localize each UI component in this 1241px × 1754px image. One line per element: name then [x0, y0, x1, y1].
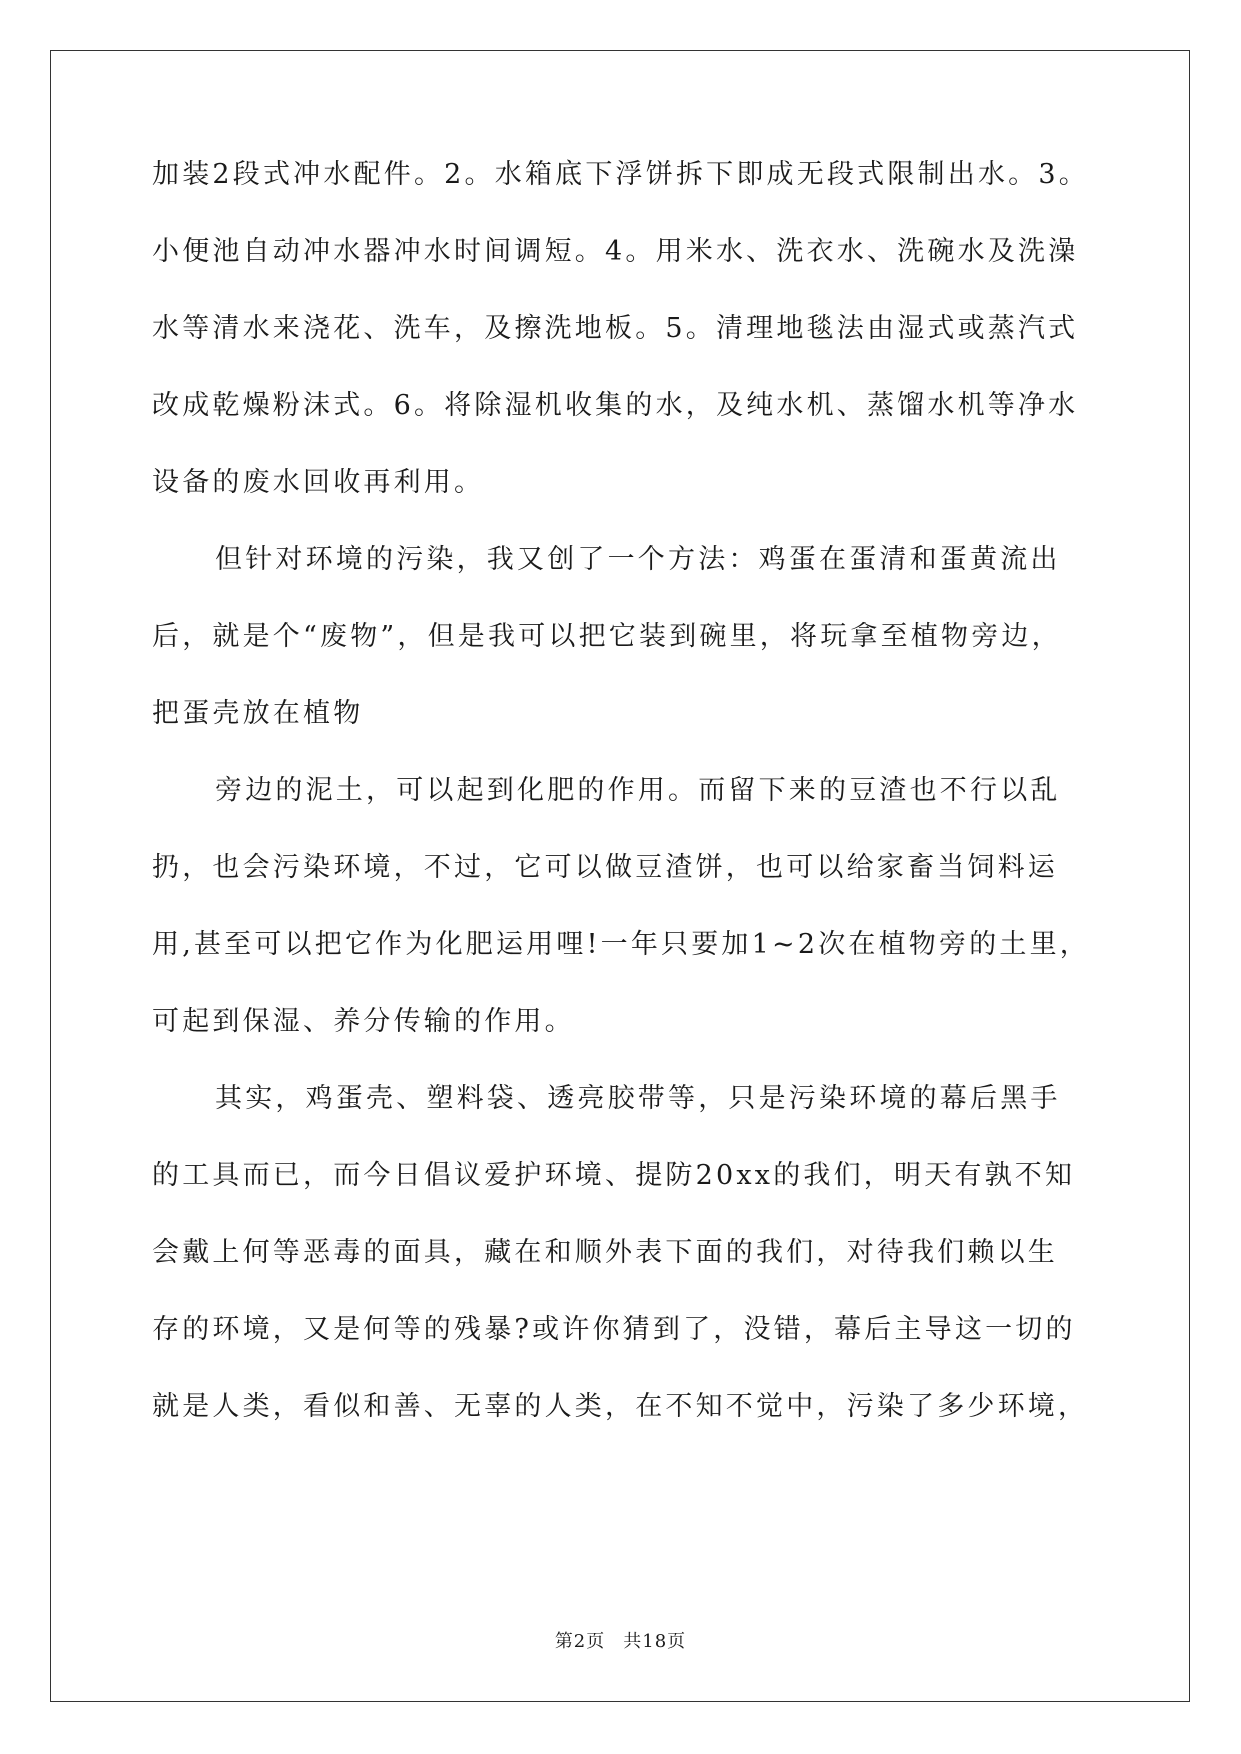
text-line: 的工具而已，而今日倡议爱护环境、提防20xx的我们，明天有孰不知: [152, 1160, 1076, 1191]
text-line: 后，就是个“废物”，但是我可以把它装到碗里，将玩拿至植物旁边，: [152, 621, 1062, 652]
paragraph-start-line: 但针对环境的污染，我又创了一个方法：鸡蛋在蛋清和蛋黄流出: [215, 544, 1061, 575]
text-line: 扔，也会污染环境，不过，它可以做豆渣饼，也可以给家畜当饲料运: [152, 852, 1058, 883]
text-line: 小便池自动冲水器冲水时间调短。4。用米水、洗衣水、洗碗水及洗澡: [152, 236, 1079, 267]
total-pages: 共18页: [623, 1631, 687, 1652]
text-line: 用,甚至可以把它作为化肥运用哩!一年只要加1~2次在植物旁的土里，: [152, 929, 1091, 960]
text-line: 把蛋壳放在植物: [152, 698, 364, 729]
page-number: 第2页: [554, 1631, 606, 1652]
text-line: 水等清水来浇花、洗车，及擦洗地板。5。清理地毯法由湿式或蒸汽式: [152, 313, 1079, 344]
text-line: 设备的废水回收再利用。: [152, 467, 485, 498]
text-line: 就是人类，看似和善、无辜的人类，在不知不觉中，污染了多少环境，: [152, 1391, 1089, 1422]
paragraph-start-line: 其实，鸡蛋壳、塑料袋、透亮胶带等，只是污染环境的幕后黑手: [215, 1083, 1061, 1114]
page-footer: [0, 1627, 1241, 1653]
document-body: [152, 160, 1092, 1469]
text-line: 改成乾燥粉沫式。6。将除湿机收集的水，及纯水机、蒸馏水机等净水: [152, 390, 1079, 421]
text-line: 加装2段式冲水配件。2。水箱底下浮饼拆下即成无段式限制出水。3。: [152, 159, 1089, 190]
paragraph-start-line: 旁边的泥土，可以起到化肥的作用。而留下来的豆渣也不行以乱: [215, 775, 1061, 806]
text-line: 存的环境，又是何等的残暴?或许你猜到了，没错，幕后主导这一切的: [152, 1314, 1076, 1345]
text-line: 会戴上何等恶毒的面具，藏在和顺外表下面的我们，对待我们赖以生: [152, 1237, 1058, 1268]
text-line: 可起到保湿、养分传输的作用。: [152, 1006, 575, 1037]
